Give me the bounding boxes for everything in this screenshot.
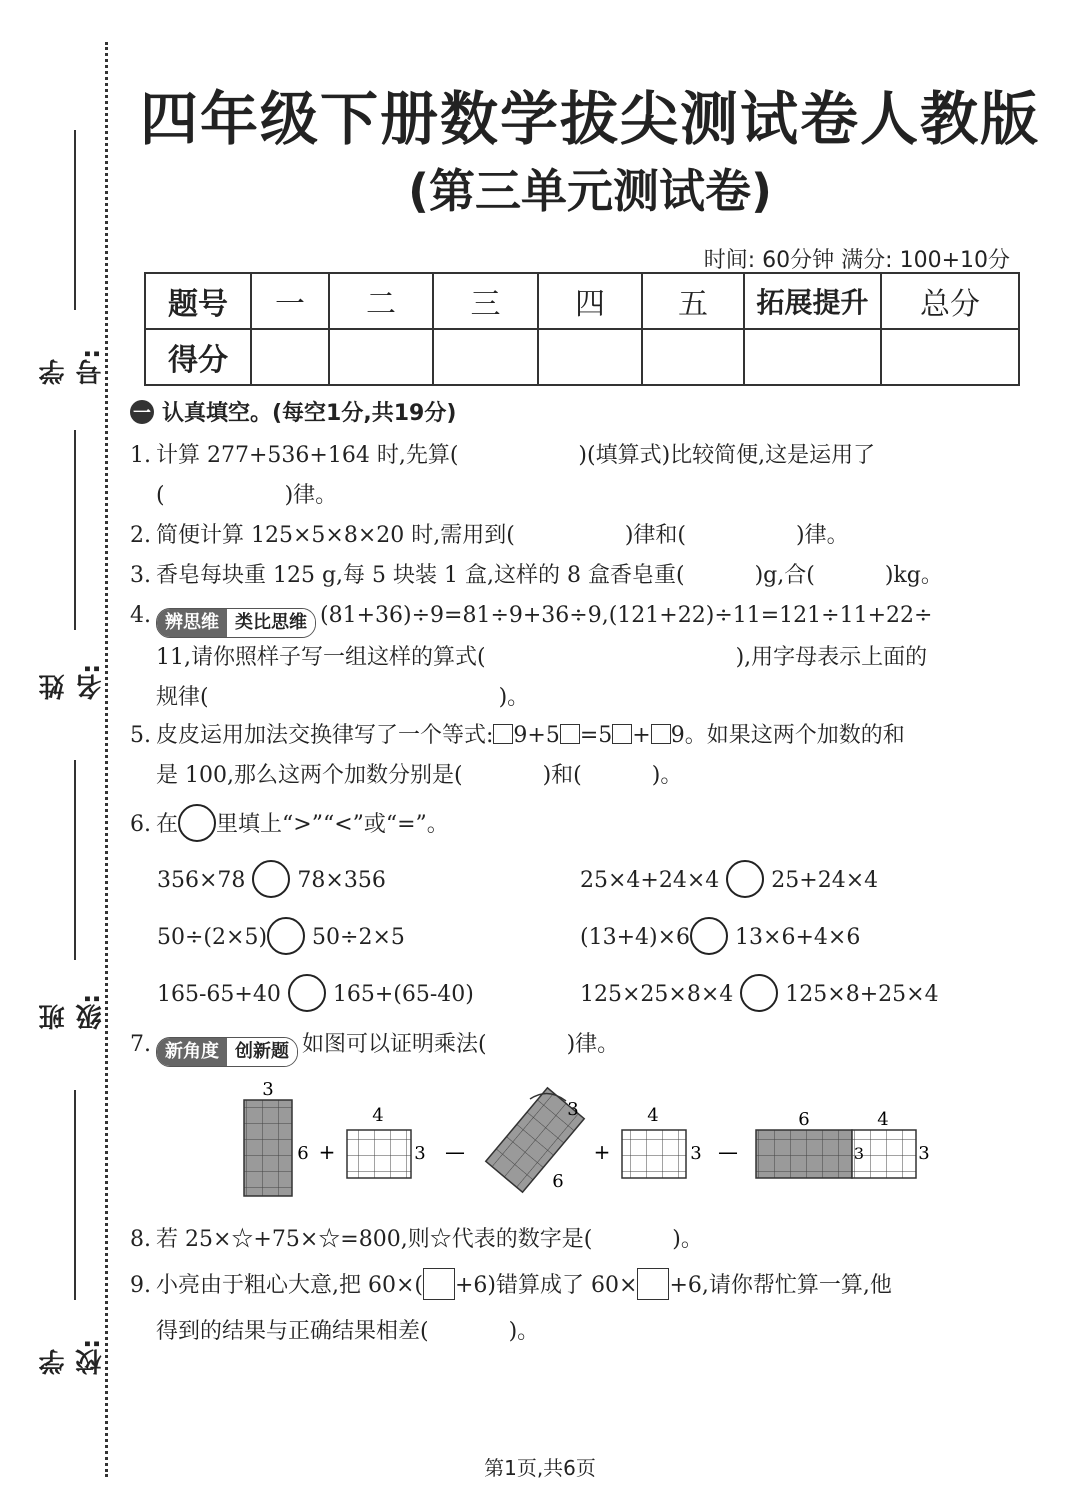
school-blank[interactable] [74, 1090, 76, 1300]
student-no-label: 学号: [39, 348, 106, 385]
score-table-header-row [145, 273, 1019, 329]
score-cell[interactable] [251, 329, 329, 385]
comparison-item: 125×25×8×4 125×8+25×4 [580, 974, 939, 1015]
svg-text:3: 3 [690, 1143, 702, 1164]
comparison-item: 356×78 78×356 [157, 860, 386, 901]
svg-text:—: — [445, 1140, 465, 1164]
score-header-cell: 三 [433, 273, 538, 329]
svg-text:+: + [593, 1140, 611, 1164]
grid-combined [756, 1109, 930, 1178]
score-row-label: 得分 [145, 329, 251, 385]
grid-3x4 [347, 1105, 426, 1178]
section-header [130, 396, 456, 427]
binding-dotted-line [105, 42, 108, 1477]
score-cell[interactable] [329, 329, 433, 385]
number-box[interactable] [637, 1268, 669, 1300]
number-box[interactable] [423, 1268, 455, 1300]
svg-text:6: 6 [798, 1109, 810, 1130]
digit-box[interactable] [560, 724, 580, 744]
score-header-cell: 拓展提升 [744, 273, 881, 329]
grid-rotated [486, 1088, 584, 1192]
grid-3x4 [622, 1105, 702, 1178]
svg-text:4: 4 [877, 1109, 889, 1130]
school-label: 学校: [39, 1338, 106, 1375]
compare-circle[interactable] [690, 917, 728, 955]
page-title: 四年级下册数学拔尖测试卷人教版 [140, 85, 1041, 153]
student-no-blank[interactable] [74, 130, 76, 310]
comparison-item: 50÷(2×5) 50÷2×5 [157, 917, 405, 958]
class-blank[interactable] [74, 760, 76, 960]
time-info: 时间: 60分钟 满分: 100+10分 [703, 248, 1010, 273]
section-title: 认真填空。(每空1分,共19分) [162, 401, 457, 426]
score-header-cell: 四 [538, 273, 642, 329]
angle-tag: 新角度 创新题 [156, 1037, 298, 1067]
score-cell[interactable] [433, 329, 538, 385]
score-header-cell: 五 [642, 273, 744, 329]
commutative-law-figure [230, 1075, 950, 1200]
comparison-item: (13+4)×6 13×6+4×6 [580, 917, 860, 958]
name-blank[interactable] [74, 430, 76, 630]
question-6: 6. 在 里填上“>”“<”或“=”。 [130, 804, 1015, 845]
question-7: 7. 新角度 创新题 如图可以证明乘法( )律。 [130, 1025, 1015, 1067]
svg-text:3: 3 [918, 1143, 930, 1164]
score-header-cell: 总分 [881, 273, 1019, 329]
question-4: 4. 辨思维 类比思维 (81+36)÷9=81÷9+36÷9,(121+22)÷11=121÷11+22÷ 11,请你照样子写一组这样的算式( ),用字母表示上面的 规律( )。 [130, 603, 933, 710]
section-number-badge: 一 [130, 400, 154, 424]
svg-text:6: 6 [297, 1143, 309, 1164]
school-field[interactable] [39, 1090, 106, 1390]
name-label: 姓名: [39, 663, 106, 700]
digit-box[interactable] [493, 724, 513, 744]
score-table-score-row [145, 329, 1019, 385]
svg-text:3: 3 [567, 1099, 579, 1120]
compare-circle[interactable] [740, 974, 778, 1012]
svg-text:4: 4 [372, 1105, 384, 1126]
score-cell[interactable] [881, 329, 1019, 385]
score-cell[interactable] [744, 329, 881, 385]
score-header-cell: 二 [329, 273, 433, 329]
question-8: 8. 若 25×☆+75×☆=800,则☆代表的数字是( )。 [130, 1227, 703, 1252]
name-field[interactable] [39, 430, 106, 710]
compare-circle[interactable] [267, 917, 305, 955]
svg-text:6: 6 [552, 1171, 564, 1192]
svg-text:3: 3 [262, 1079, 274, 1100]
question-3: 3. 香皂每块重 125 g,每 5 块装 1 盒,这样的 8 盒香皂重( )g,合( )kg。 [130, 563, 943, 588]
svg-text:3: 3 [414, 1143, 426, 1164]
circle-icon [178, 804, 216, 842]
question-5: 5. 皮皮运用加法交换律写了一个等式: 9+5 =5 + 9。如果这两个加数的和 是 100,那么这两个加数分别是( )和( )。 [130, 723, 905, 788]
digit-box[interactable] [612, 724, 632, 744]
compare-circle[interactable] [288, 974, 326, 1012]
svg-text:4: 4 [647, 1105, 659, 1126]
comparison-item: 25×4+24×4 25+24×4 [580, 860, 878, 901]
svg-text:—: — [718, 1140, 738, 1164]
grid-6x3-vertical [244, 1079, 309, 1196]
question-9: 9. 小亮由于粗心大意,把 60×( +6)错算成了 60× +6,请你帮忙算一算,他 得到的结果与正确结果相差( )。 [130, 1266, 1015, 1352]
compare-circle[interactable] [252, 860, 290, 898]
score-table [144, 272, 1020, 386]
page-subtitle: (第三单元测试卷) [407, 164, 773, 218]
compare-circle[interactable] [726, 860, 764, 898]
question-1: 1. 计算 277+536+164 时,先算( )(填算式)比较简便,这是运用了 ( )律。 [130, 443, 876, 508]
score-header-cell: 题号 [145, 273, 251, 329]
comparison-item: 165-65+40 165+(65-40) [157, 974, 474, 1015]
student-no-field[interactable] [39, 130, 106, 400]
page-footer: 第1页,共6页 [484, 1456, 596, 1480]
svg-text:+: + [318, 1140, 336, 1164]
digit-box[interactable] [651, 724, 671, 744]
class-field[interactable] [39, 760, 106, 1050]
svg-text:3: 3 [853, 1144, 865, 1163]
score-cell[interactable] [538, 329, 642, 385]
question-2: 2. 简便计算 125×5×8×20 时,需用到( )律和( )律。 [130, 523, 849, 548]
score-header-cell: 一 [251, 273, 329, 329]
thinking-tag: 辨思维 类比思维 [156, 608, 316, 638]
score-cell[interactable] [642, 329, 744, 385]
class-label: 班级: [39, 993, 106, 1030]
